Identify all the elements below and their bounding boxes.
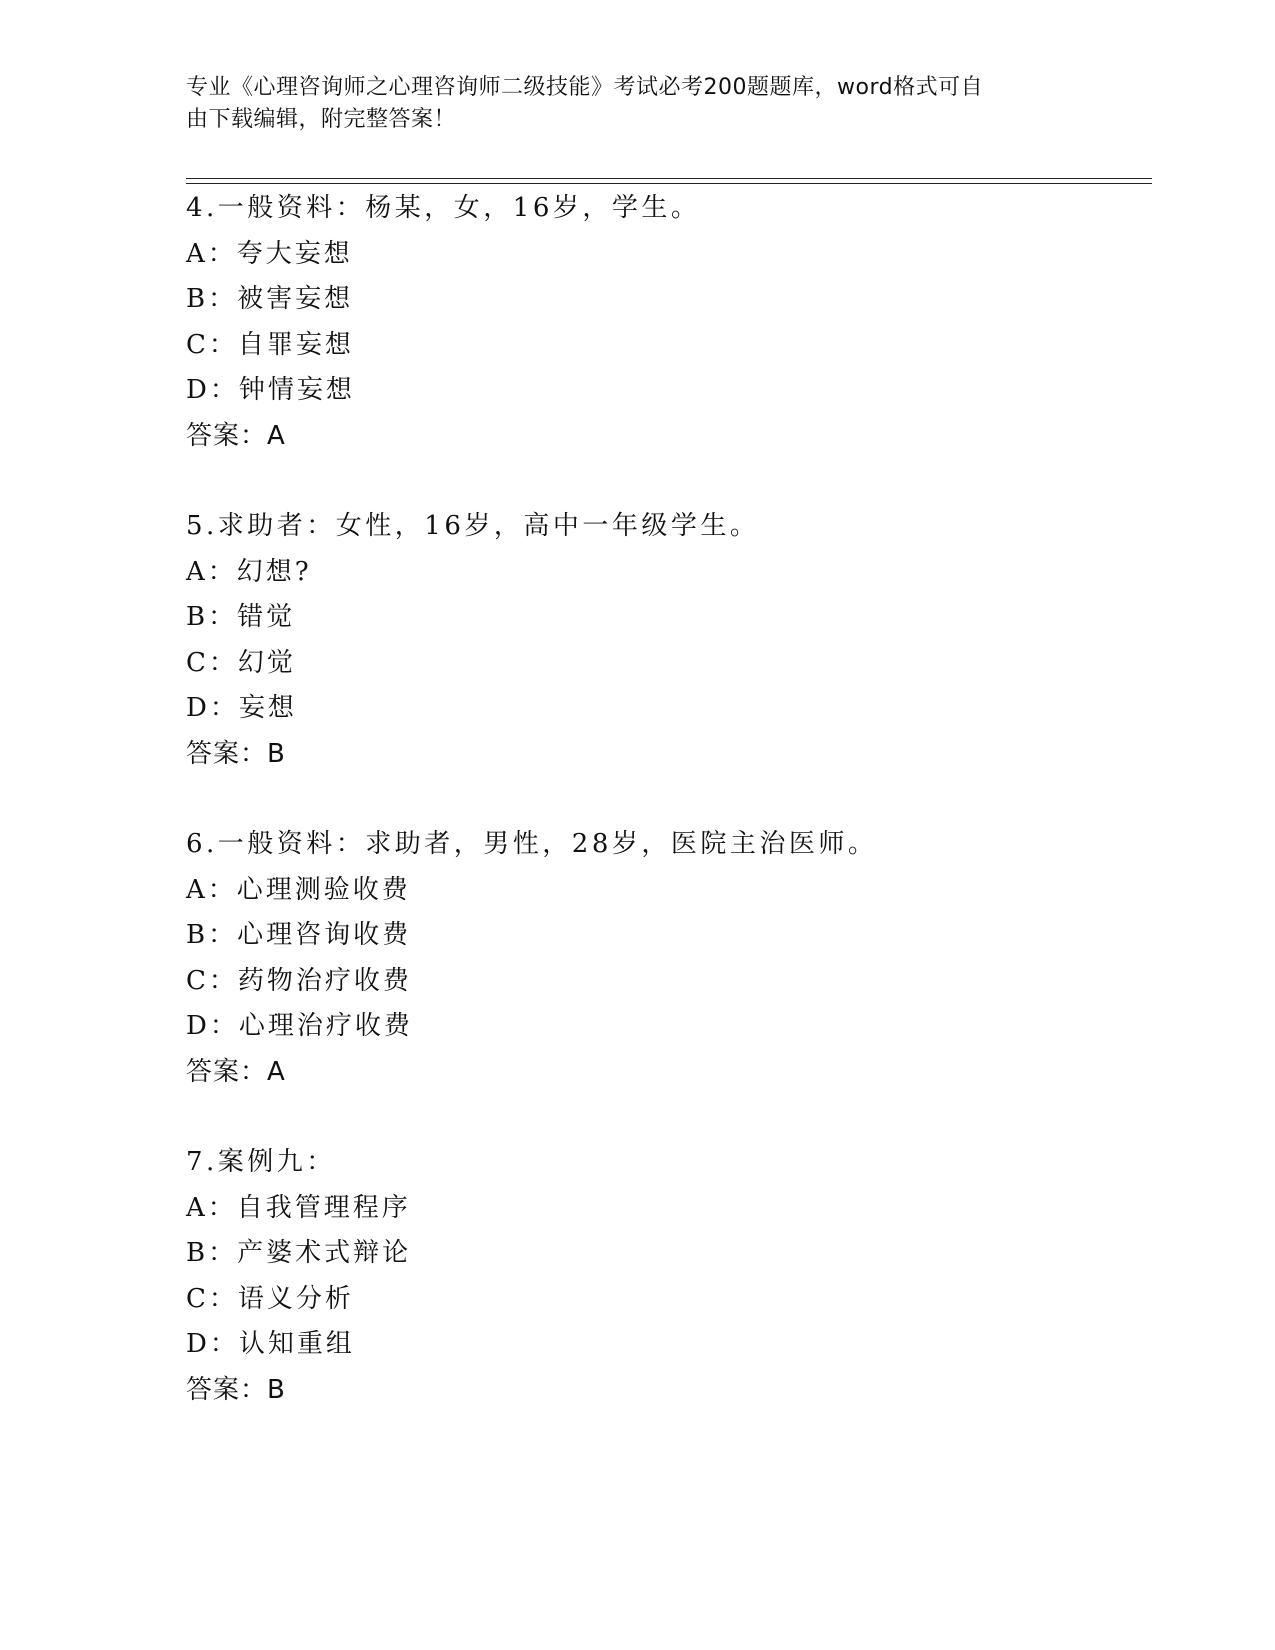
option-c: C：药物治疗收费 <box>186 965 412 996</box>
option-c: C：自罪妄想 <box>186 329 354 360</box>
option-b: B：错觉 <box>186 602 296 632</box>
question-stem: 7.案例九： <box>186 1147 336 1177</box>
option-a: A：自我管理程序 <box>186 1192 411 1223</box>
question-7 <box>186 1140 1146 1413</box>
document-header <box>186 72 1066 136</box>
question-4 <box>186 186 1146 459</box>
option-a: A：心理测验收费 <box>186 874 411 905</box>
question-stem: 5.求助者：女性，16岁，高中一年级学生。 <box>186 511 760 541</box>
answer-label: 答案：A <box>186 420 286 451</box>
answer-label: 答案：B <box>186 1374 286 1405</box>
header-line-1: 专业《心理咨询师之心理咨询师二级技能》考试必考200题题库，word格式可自 <box>186 75 984 100</box>
header-line-2: 由下载编辑，附完整答案！ <box>186 107 457 132</box>
option-a: A：夸大妄想 <box>186 238 353 269</box>
header-divider-top <box>186 178 1152 179</box>
question-5 <box>186 504 1146 777</box>
option-c: C：语义分析 <box>186 1283 354 1314</box>
header-divider-bottom <box>186 183 1152 184</box>
question-stem: 6.一般资料：求助者，男性，28岁，医院主治医师。 <box>186 829 878 859</box>
option-d: D：妄想 <box>186 693 297 723</box>
question-6 <box>186 822 1146 1095</box>
option-d: D：钟情妄想 <box>186 375 355 405</box>
option-b: B：被害妄想 <box>186 284 354 314</box>
option-b: B：心理咨询收费 <box>186 920 412 950</box>
option-d: D：认知重组 <box>186 1329 355 1359</box>
option-c: C：幻觉 <box>186 647 296 678</box>
option-a: A：幻想? <box>186 556 312 587</box>
question-stem: 4.一般资料：杨某，女，16岁，学生。 <box>186 193 701 223</box>
option-b: B：产婆术式辩论 <box>186 1238 412 1268</box>
option-d: D：心理治疗收费 <box>186 1011 413 1041</box>
answer-label: 答案：A <box>186 1056 286 1087</box>
answer-label: 答案：B <box>186 738 286 769</box>
